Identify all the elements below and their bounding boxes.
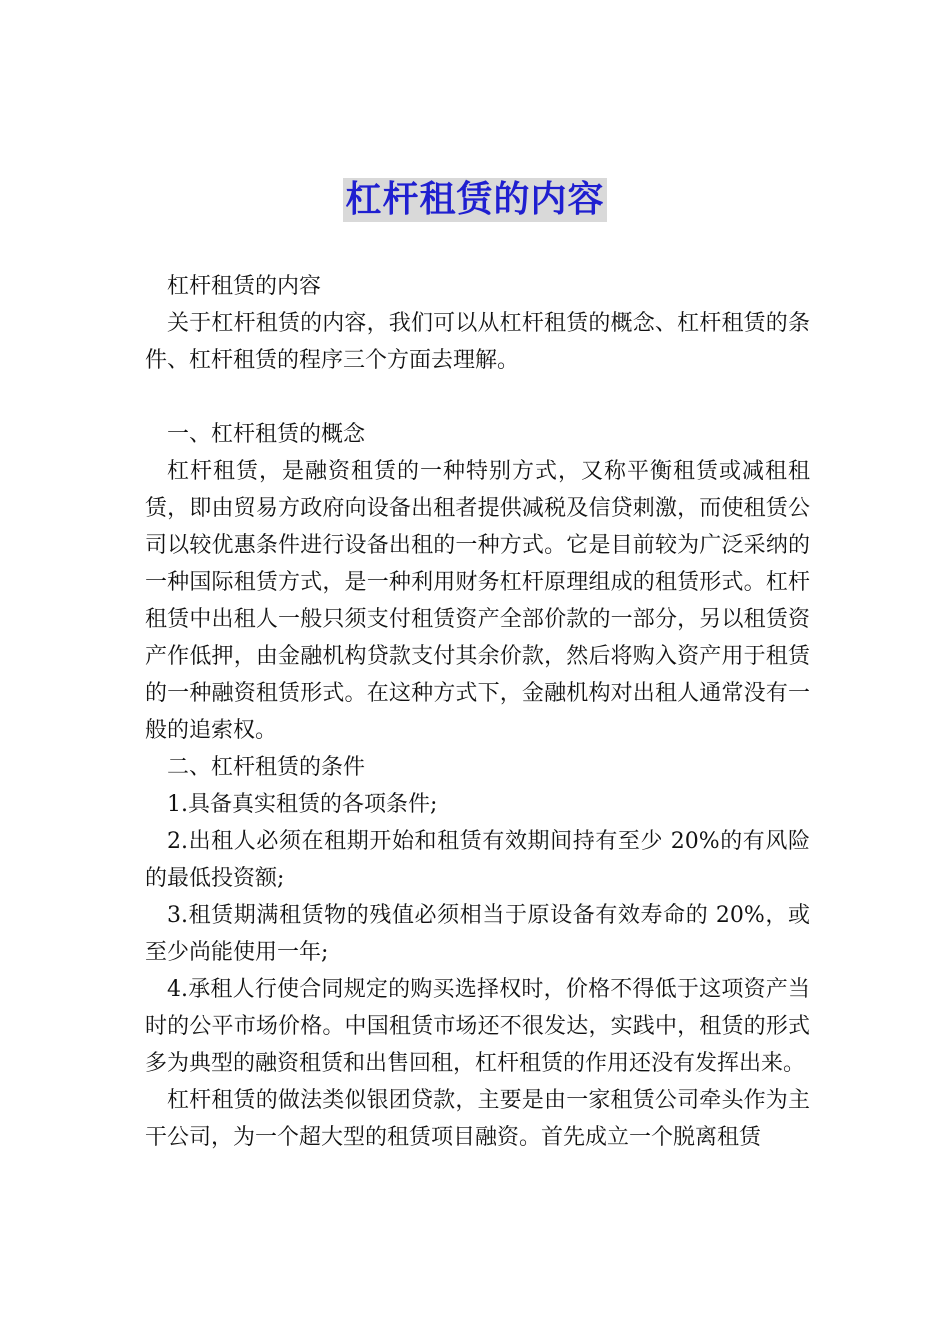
title-container: [0, 178, 950, 222]
document-body: [145, 268, 810, 1156]
paragraph-spacer: [145, 379, 810, 416]
document-title: 杠杆租赁的内容: [345, 179, 605, 220]
paragraph-heading: 杠杆租赁的内容: [167, 274, 322, 299]
condition-item-1: 1.具备真实租赁的各项条件;: [167, 792, 438, 817]
section-heading-concept: 一、杠杆租赁的概念: [167, 422, 366, 447]
paragraph-intro: 关于杠杆租赁的内容，我们可以从杠杆租赁的概念、杠杆租赁的条件、杠杆租赁的程序三个方面去理解。: [145, 311, 810, 373]
paragraph-concept: 杠杆租赁，是融资租赁的一种特别方式，又称平衡租赁或减租租赁，即由贸易方政府向设备出租者提供减税及信贷刺激，而使租赁公司以较优惠条件进行设备出租的一种方式。它是目前较为广泛采纳的一种国际租赁方式，是一种利用财务杠杆原理组成的租赁形式。杠杆租赁中出租人一般只须支付租赁资产全部价款的一部分，另以租赁资产作低押，由金融机构贷款支付其余价款，然后将购入资产用于租赁的一种融资租赁形式。在这种方式下，金融机构对出租人通常没有一般的追索权。: [145, 459, 810, 743]
paragraph-practice: 杠杆租赁的做法类似银团贷款，主要是由一家租赁公司牵头作为主干公司，为一个超大型的租赁项目融资。首先成立一个脱离租赁: [145, 1088, 810, 1150]
section-heading-conditions: 二、杠杆租赁的条件: [167, 755, 366, 780]
condition-item-3: 3.租赁期满租赁物的残值必须相当于原设备有效寿命的 20%，或至少尚能使用一年;: [145, 903, 810, 965]
condition-item-4: 4.承租人行使合同规定的购买选择权时，价格不得低于这项资产当时的公平市场价格。中国租赁市场还不很发达，实践中，租赁的形式多为典型的融资租赁和出售回租，杠杆租赁的作用还没有发挥出来。: [145, 977, 810, 1076]
condition-item-2: 2.出租人必须在租期开始和租赁有效期间持有至少 20%的有风险的最低投资额;: [145, 829, 810, 891]
